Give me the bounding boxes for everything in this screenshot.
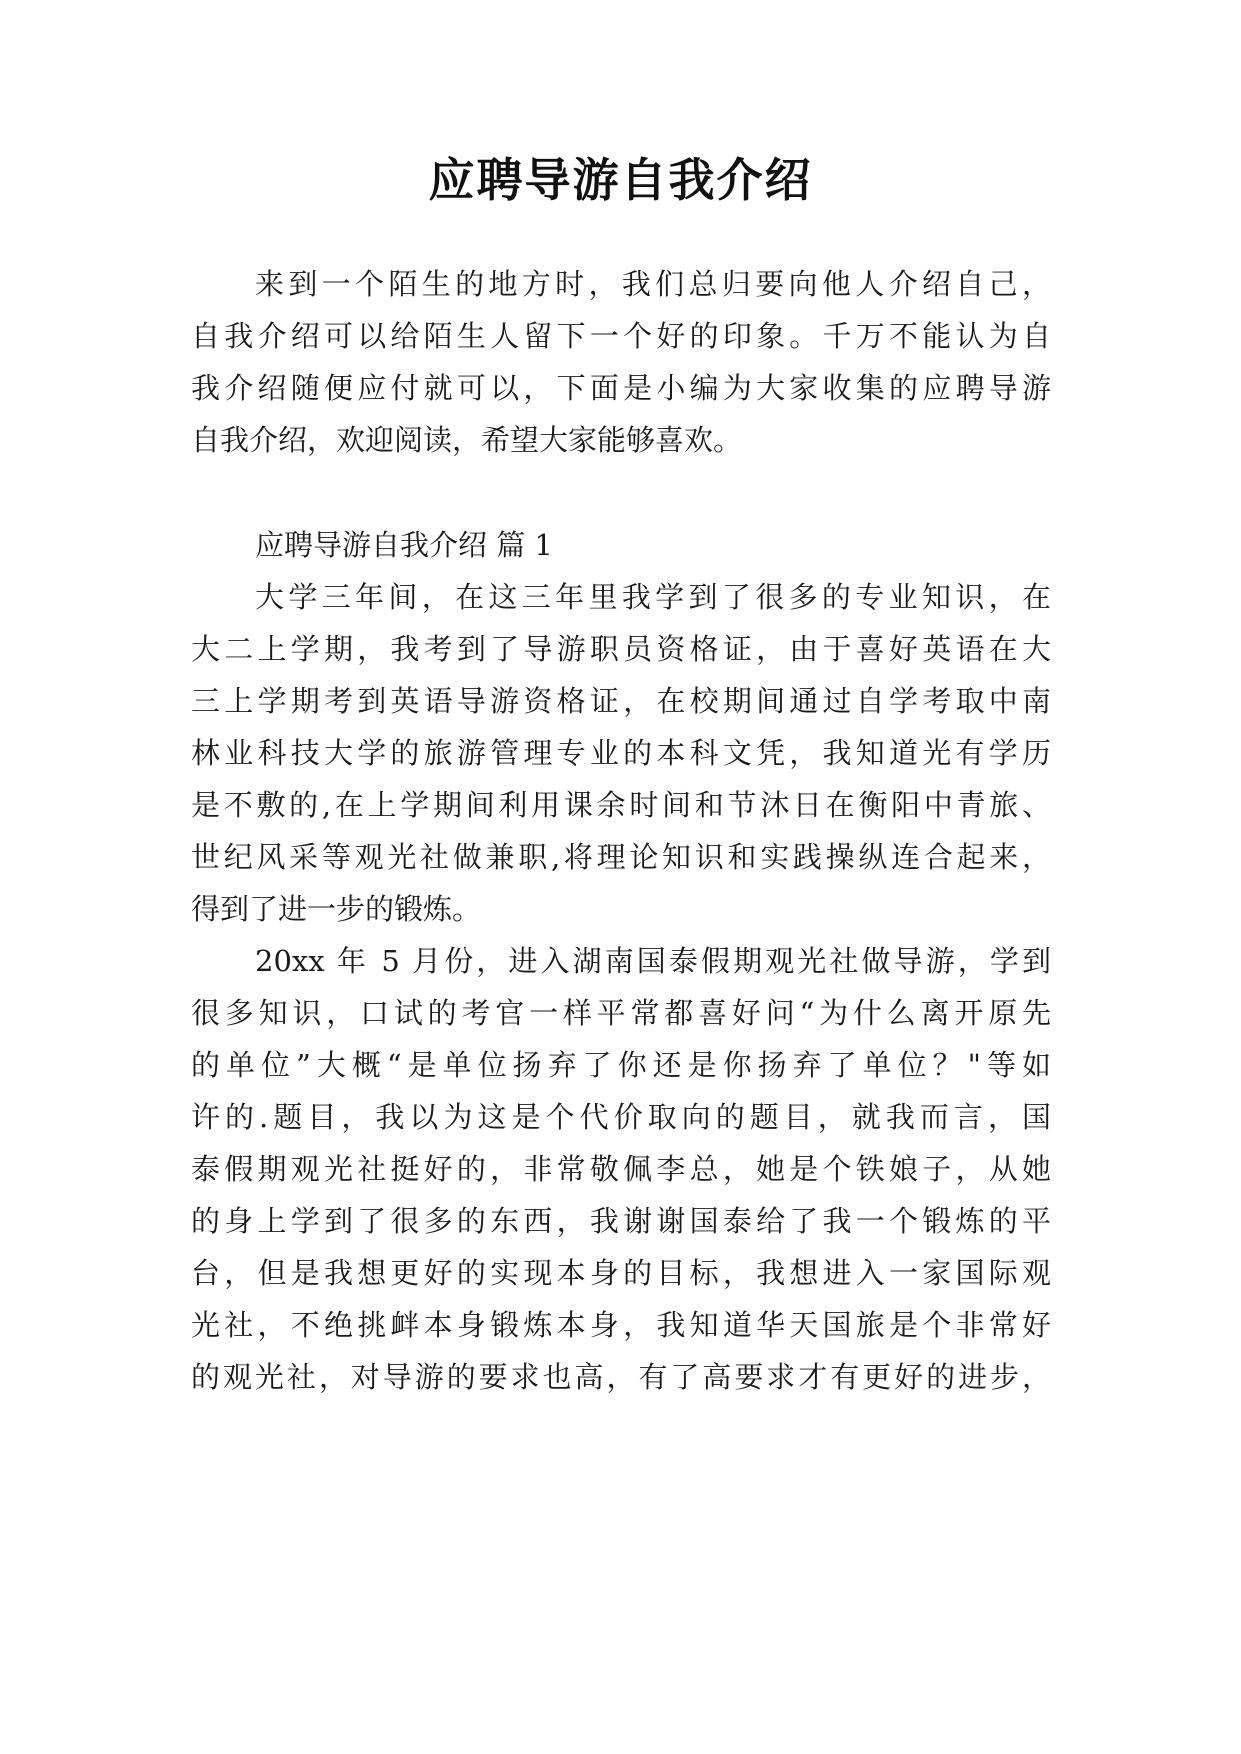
paragraph-line: 光社，不绝挑衅本身锻炼本身，我知道华天国旅是个非常好 xyxy=(191,1308,1051,1342)
paragraph-line: 世纪风采等观光社做兼职,将理论知识和实践操纵连合起来， xyxy=(191,840,1051,874)
paragraph-line: 大二上学期，我考到了导游职员资格证，由于喜好英语在大 xyxy=(191,632,1051,666)
paragraph-line: 的身上学到了很多的东西，我谢谢国泰给了我一个锻炼的平 xyxy=(191,1204,1051,1238)
paragraph-line: 许的.题目，我以为这是个代价取向的题目，就我而言，国 xyxy=(191,1100,1051,1134)
paragraph-line: 的观光社，对导游的要求也高，有了高要求才有更好的进步， xyxy=(191,1360,1051,1394)
section-heading: 应聘导游自我介绍 篇 1 xyxy=(255,528,553,562)
paragraph-line: 得到了进一步的锻炼。 xyxy=(191,892,482,926)
paragraph-line: 台，但是我想更好的实现本身的目标，我想进入一家国际观 xyxy=(191,1256,1051,1290)
paragraph-line: 三上学期考到英语导游资格证，在校期间通过自学考取中南 xyxy=(191,684,1051,718)
paragraph-line: 是不敷的,在上学期间利用课余时间和节沐日在衡阳中青旅、 xyxy=(191,788,1051,822)
intro-line: 来到一个陌生的地方时，我们总归要向他人介绍自己， xyxy=(255,267,1051,301)
paragraph-line: 林业科技大学的旅游管理专业的本科文凭，我知道光有学历 xyxy=(191,736,1051,770)
paragraph-line: 20xx 年 5 月份，进入湖南国泰假期观光社做导游，学到 xyxy=(255,944,1051,978)
paragraph-line: 大学三年间，在这三年里我学到了很多的专业知识，在 xyxy=(255,580,1051,614)
page-title: 应聘导游自我介绍 xyxy=(428,153,813,207)
intro-line: 我介绍随便应付就可以，下面是小编为大家收集的应聘导游 xyxy=(191,371,1051,405)
intro-line: 自我介绍，欢迎阅读，希望大家能够喜欢。 xyxy=(191,423,743,457)
paragraph-line: 泰假期观光社挺好的，非常敬佩李总，她是个铁娘子，从她 xyxy=(191,1152,1051,1186)
paragraph-line: 很多知识，口试的考官一样平常都喜好问“为什么离开原先 xyxy=(191,996,1051,1030)
paragraph-line: 的单位”大概“是单位扬弃了你还是你扬弃了单位？"等如 xyxy=(191,1048,1051,1082)
intro-line: 自我介绍可以给陌生人留下一个好的印象。千万不能认为自 xyxy=(191,319,1051,353)
